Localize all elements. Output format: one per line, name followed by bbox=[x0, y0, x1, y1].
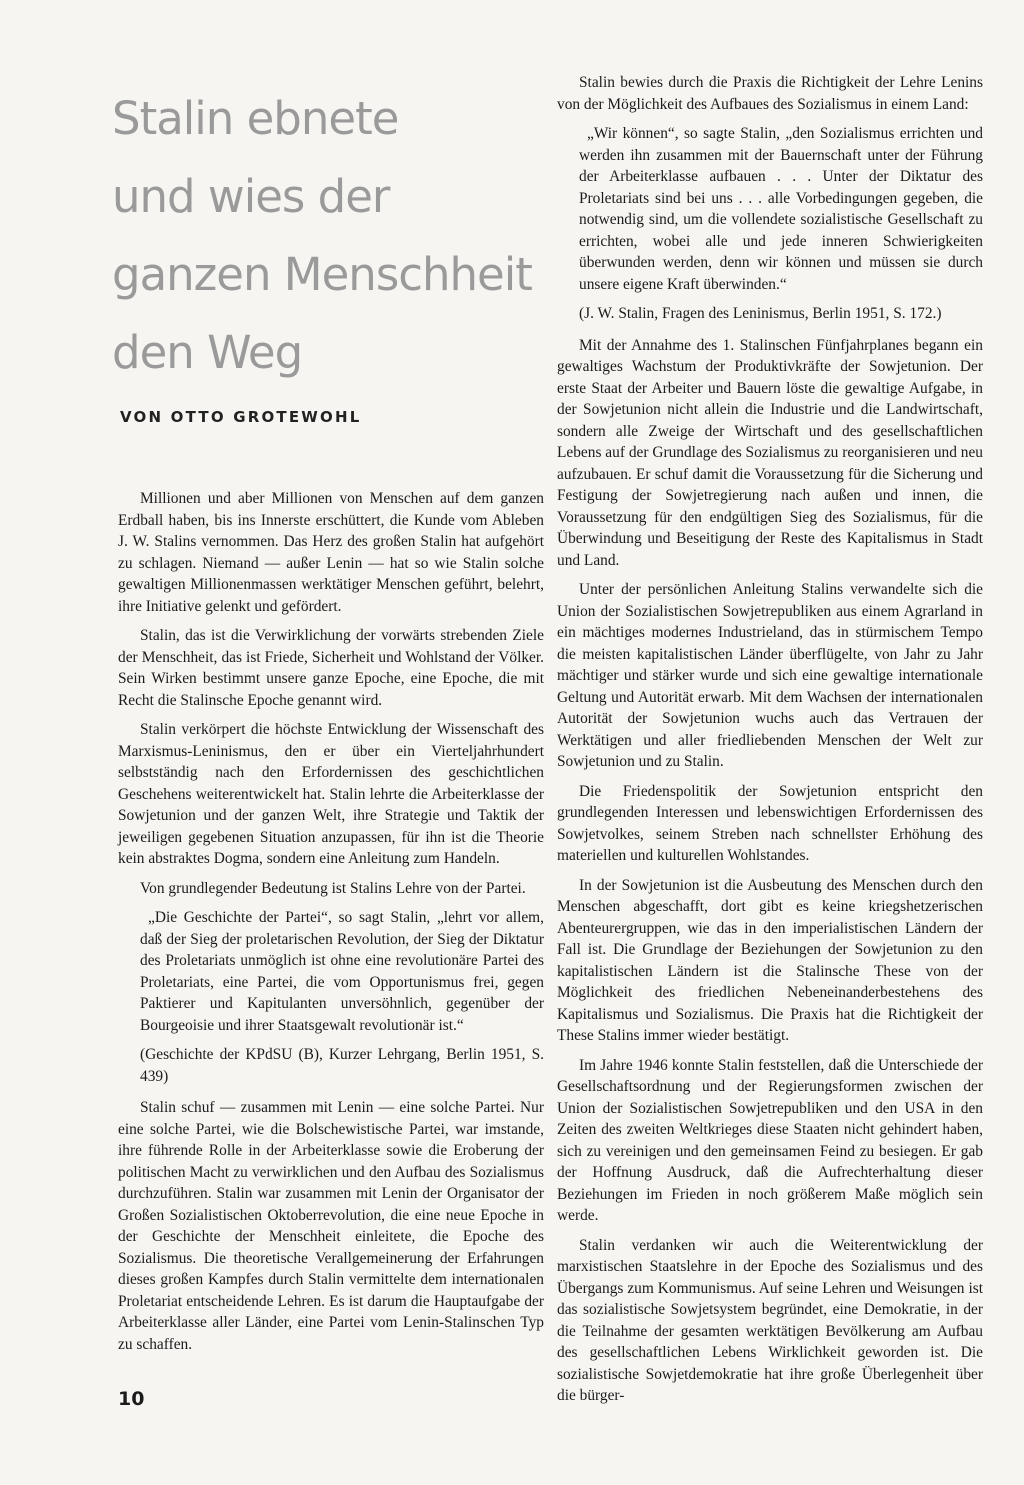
author-byline: VON OTTO GROTEWOHL bbox=[120, 408, 362, 426]
paragraph: Stalin, das ist die Verwirklichung der vorwärts strebenden Ziele der Menschheit, das ist Friede, Sicherheit und Wohlstand der Völker. Sein Wirken bestimmt unsere ganze Epoche, eine Epoche, die mit Recht die Stalinsche Epoche genannt wird. bbox=[118, 627, 544, 709]
citation: (J. W. Stalin, Fragen des Leninismus, Berlin 1951, S. 172.) bbox=[579, 305, 942, 322]
left-column bbox=[118, 488, 544, 1363]
paragraph: Die Friedenspolitik der Sowjetunion entspricht den grundlegenden Interessen und lebenswichtigen Erfordernissen des Sowjetvolkes, seinem Streben nach schnellster Erhöhung des materiellen und kulturellen Wohlstandes. bbox=[557, 782, 983, 864]
paragraph: Im Jahre 1946 konnte Stalin feststellen, daß die Unterschiede der Gesellschaftsordnung und der Regierungsformen zwischen der Union der Sozialistischen Sowjetrepubliken und den USA in den Zeiten des zweiten Weltkrieges diese Staaten nicht gehindert haben, sich zu vereinigen und den gemeinsamen Feind zu besiegen. Er gab der Hoffnung Ausdruck, daß die Aufrechterhaltung dieser Beziehungen im Frieden in noch größerem Maße möglich sein werde. bbox=[557, 1056, 983, 1224]
quote-paragraph: „Wir können“, so sagte Stalin, „den Sozialismus errichten und werden ihn zusammen mit der Bauernschaft unter der Führung der Arbeiterklasse aufbauen . . . Unter der Diktatur des Proletariats sind bei uns . . . alle Vorbedingungen gegeben, die notwendig sind, um die vollendete sozialistische Gesellschaft zu errichten, wobei alle und jede inneren Schwierigkeiten überwunden werden, denn wir können und müssen sie durch unsere eigene Kraft überwinden.“ bbox=[579, 125, 983, 293]
paragraph: Stalin bewies durch die Praxis die Richtigkeit der Lehre Lenins von der Möglichkeit des Aufbaues des Sozialismus in einem Land: bbox=[557, 74, 983, 113]
paragraph: Stalin verdanken wir auch die Weiterentwicklung der marxistischen Staatslehre in der Epoche des Sozialismus und des Übergangs zum Kommunismus. Auf seine Lehren und Weisungen ist das sozialistische Sowjetsystem begründet, eine Demokratie, in der die Teilnahme der gesamten werktätigen Bevölkerung am Aufbau des gesellschaftlichen Lebens Wirklichkeit geworden ist. Die sozialistische Sowjetdemokratie hat ihre große Überlegenheit über die bürger- bbox=[557, 1236, 983, 1404]
citation: (Geschichte der KPdSU (B), Kurzer Lehrgang, Berlin 1951, S. 439) bbox=[140, 1046, 544, 1085]
paragraph: Millionen und aber Millionen von Menschen auf dem ganzen Erdball haben, bis ins Innerste erschüttert, die Kunde vom Ableben J. W. Stalins vernommen. Das Herz des großen Stalin hat aufgehört zu schlagen. Niemand — außer Lenin — hat so wie Stalin solche gewaltigen Millionenmassen werktätiger Menschen geführt, belehrt, ihre Initiative gelenkt und gefördert. bbox=[118, 490, 544, 615]
paragraph: Mit der Annahme des 1. Stalinschen Fünfjahrplanes begann ein gewaltiges Wachstum der Produktivkräfte der Sowjetunion. Der erste Staat der Arbeiter und Bauern löste die gewaltige Aufgabe, in der Sowjetunion nicht allein die Industrie und die Landwirtschaft, sondern alle Zweige der Wirtschaft und des gesellschaftlichen Lebens auf der Grundlage des Sozialismus zu reorganisieren und neu aufzubauen. Er schuf damit die Voraussetzung für die Sicherung und Festigung der Sowjetregierung nach außen und innen, die Voraussetzung für den endgültigen Sieg des Sozialismus, für die Überwindung und Beseitigung der Reste des Kapitalismus in Stadt und Land. bbox=[557, 336, 983, 569]
quote-paragraph: „Die Geschichte der Partei“, so sagt Stalin, „lehrt vor allem, daß der Sieg der proletarischen Revolution, der Sieg der Diktatur des Proletariats unmöglich ist ohne eine revolutionäre Partei des Proletariats, eine Partei, die vom Opportunismus frei, gegen Paktierer und Kapitulanten unversöhnlich, gegenüber der Bourgeoisie und ihrer Staatsgewalt revolutionär ist.“ bbox=[140, 909, 544, 1034]
title-line: ganzen Menschheit bbox=[112, 248, 532, 301]
title-line: den Weg bbox=[112, 326, 303, 379]
paragraph: Unter der persönlichen Anleitung Stalins verwandelte sich die Union der Sozialistischen Sowjetrepubliken aus einem Agrarland in ein mächtiges modernes Industrieland, das in stürmischem Tempo die meisten kapitalistischen Länder überflügelte, von Jahr zu Jahr mächtiger und stärker wurde und sich eine gewaltige internationale Geltung und Autorität erwarb. Mit dem Wachsen der internationalen Autorität der Sowjetunion wuchs auch das Vertrauen der Werktätigen und aller friedliebenden Menschen der Welt zur Sowjetunion und zu Stalin. bbox=[557, 581, 983, 770]
paragraph: Stalin schuf — zusammen mit Lenin — eine solche Partei. Nur eine solche Partei, wie die Bolschewistische Partei, war imstande, ihre führende Rolle in der Arbeiterklasse sowie die Eroberung der politischen Macht zu verwirklichen und den Aufbau des Sozialismus durchzuführen. Stalin war zusammen mit Lenin der Organisator der Großen Sozialistischen Oktoberrevolution, die eine neue Epoche in der Geschichte der Menschheit einleitete, die Epoche des Sozialismus. Die theoretische Verallgemeinerung der Erfahrungen dieses großen Kampfes durch Stalin vermittelte dem internationalen Proletariat entscheidende Lehren. Es ist darum die Hauptaufgabe der Arbeiterklasse aller Länder, eine Partei vom Lenin-Stalinschen Typ zu schaffen. bbox=[118, 1099, 544, 1353]
right-column bbox=[557, 72, 983, 1415]
title-line: Stalin ebnete bbox=[112, 92, 399, 145]
paragraph: In der Sowjetunion ist die Ausbeutung des Menschen durch den Menschen abgeschafft, dort gibt es keine kriegshetzerischen Abenteurergruppen, wie das in den imperialistischen Ländern der Fall ist. Die Grundlage der Beziehungen der Sowjetunion zu den kapitalistischen Ländern ist die Stalinsche These von der Möglichkeit des friedlichen Nebeneinanderbestehens des Kapitalismus und Sozialismus. Die Praxis hat die Richtigkeit der These Stalins immer wieder bestätigt. bbox=[557, 876, 983, 1044]
paragraph: Von grundlegender Bedeutung ist Stalins Lehre von der Partei. bbox=[140, 879, 526, 897]
article-title bbox=[112, 80, 532, 392]
page-number: 10 bbox=[118, 1388, 145, 1410]
paragraph: Stalin verkörpert die höchste Entwicklung der Wissenschaft des Marxismus-Leninismus, den er über ein Vierteljahrhundert selbstständig nach den Erfordernissen des geschichtlichen Geschehens weiterentwickelt hat. Stalin lehrte die Arbeiterklasse der Sowjetunion und der ganzen Welt, ihre Strategie und Taktik der jeweiligen gegebenen Situation anzupassen, für ihn ist die Theorie kein abstraktes Dogma, sondern eine Anleitung zum Handeln. bbox=[118, 721, 544, 867]
title-line: und wies der bbox=[112, 170, 390, 223]
